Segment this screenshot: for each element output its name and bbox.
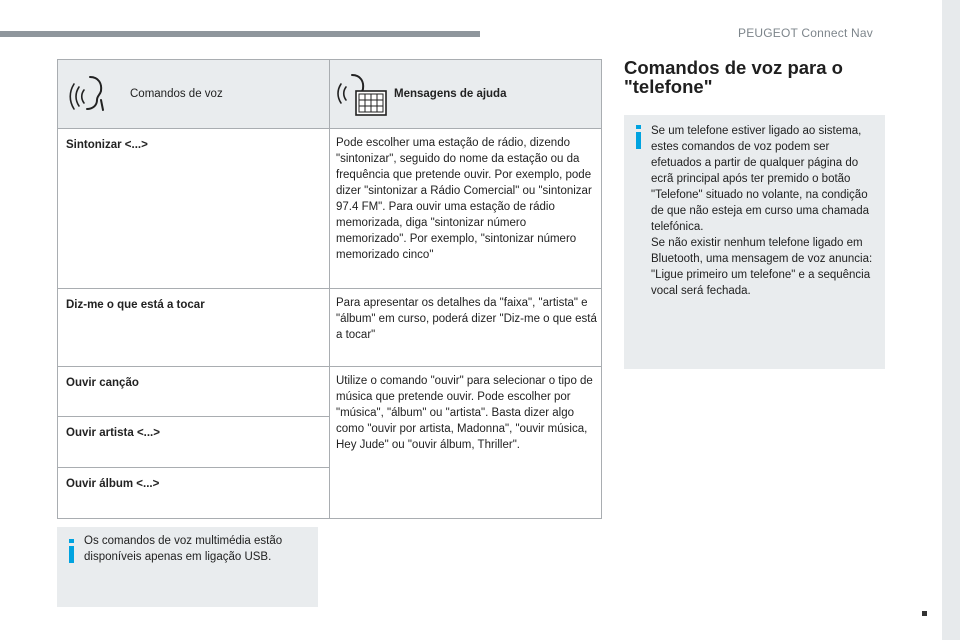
page-marker (922, 611, 927, 616)
info-icon (65, 539, 79, 563)
command-cell (58, 129, 330, 289)
phone-info-text (651, 123, 879, 299)
voice-commands-table (57, 59, 602, 519)
help-cell (330, 129, 602, 289)
voice-command-icon (68, 72, 124, 116)
page-edge-strip (942, 0, 960, 640)
help-messages-icon (334, 71, 392, 117)
table-header-label-help: Mensagens de ajuda (394, 88, 507, 100)
top-bar (0, 31, 480, 37)
phone-info-paragraph-2: Se não existir nenhum telefone ligado em Bluetooth, uma mensagem de voz anuncia: "Ligue primeiro um telefone" e a sequência vocal será fechada. (651, 237, 873, 297)
command-text: Ouvir canção (66, 377, 139, 389)
table-row (58, 289, 602, 367)
phone-info-paragraph-1: Se um telefone estiver ligado ao sistema, estes comandos de voz podem ser efetuados a partir de qualquer página do ecrã principal após ter premido o botão "Telefone" situado no volante, na condição de que não esteja em curso uma chamada telefónica. (651, 125, 869, 233)
command-text: Sintonizar <...> (66, 139, 148, 151)
table-header-label-commands: Comandos de voz (130, 88, 223, 100)
table-row (58, 367, 602, 417)
command-text: Ouvir artista <...> (66, 427, 160, 439)
command-cell (58, 417, 330, 468)
help-cell (330, 367, 602, 519)
info-icon (632, 125, 646, 149)
help-cell (330, 289, 602, 367)
help-text: Pode escolher uma estação de rádio, dizendo "sintonizar", seguido do nome da estação ou da frequência que pretende ouvir. Por exemplo, pode dizer "sintonizar a Rádio Comercial" ou "sintonizar 97.4 FM". Para ouvir uma estação de rádio memorizada, diga "sintonizar número memorizado". Por exemplo, "sintonizar número memorizado cinco" (336, 137, 592, 261)
brand-header: PEUGEOT Connect Nav (738, 26, 873, 40)
help-text: Para apresentar os detalhes da "faixa", "artista" e "álbum" em curso, poderá dizer "Diz-me o que está a tocar" (336, 297, 597, 341)
table-row (58, 129, 602, 289)
command-cell (58, 289, 330, 367)
usb-info-note (57, 527, 318, 607)
table-header-cell-help (330, 60, 602, 129)
section-title: Comandos de voz para o "telefone" (624, 57, 843, 97)
usb-info-text: Os comandos de voz multimédia estão disponíveis apenas em ligação USB. (84, 535, 283, 563)
help-text: Utilize o comando "ouvir" para selecionar o tipo de música que pretende ouvir. Pode escolher por "música", "álbum" ou "artista". Basta dizer algo como "ouvir por artista, Madonna", "ouvir música, Hey Jude" ou "ouvir álbum, Thriller". (336, 375, 593, 451)
phone-info-note (624, 115, 885, 369)
command-text: Ouvir álbum <...> (66, 478, 160, 490)
table-header-row (58, 60, 602, 129)
command-cell (58, 468, 330, 519)
table-header-cell-commands (58, 60, 330, 129)
command-cell (58, 367, 330, 417)
command-text: Diz-me o que está a tocar (66, 299, 205, 311)
